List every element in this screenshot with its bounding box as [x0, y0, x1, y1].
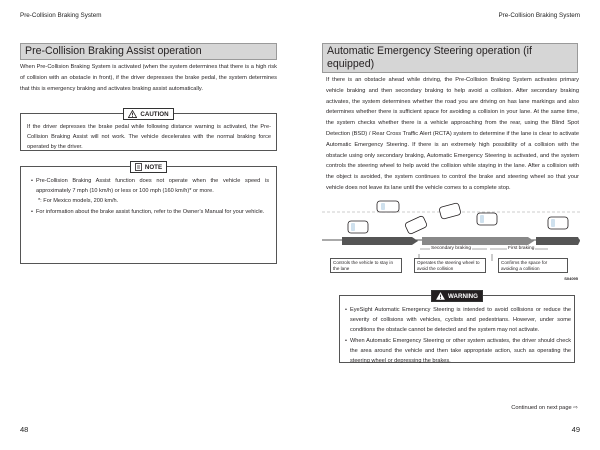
- road-illustration: [322, 197, 580, 289]
- continued-on-next-page: Continued on next page ⇨: [511, 405, 578, 411]
- caption-stay-in-lane: Controls the vehicle to stay in the lane: [330, 258, 402, 273]
- section-title: Automatic Emergency Steering operation (if equipped): [322, 43, 578, 73]
- page-number: 49: [571, 425, 580, 434]
- warning-item: • When Automatic Emergency Steering or other system activates, the driver should check the area around the vehicle and then take appropriate action, such as operating the steering wheel or depressing the brakes.: [345, 337, 571, 365]
- section-title: Pre-Collision Braking Assist operation: [20, 43, 277, 60]
- caption-steering: Operates the steering wheel to avoid the collision: [414, 258, 486, 273]
- warning-box: [339, 292, 575, 365]
- caution-text: If the driver depresses the brake pedal while following distance warning is activated, the Pre-Collision Braking Assist will not work. The vehicle decelerates with the normal braking force operated by the driver.: [27, 124, 271, 151]
- note-badge: [130, 161, 167, 173]
- warning-triangle-icon: [436, 292, 445, 300]
- warning-triangle-icon: [128, 110, 137, 118]
- caution-label: CAUTION: [140, 110, 169, 118]
- running-head: Pre-Collision Braking System: [498, 12, 580, 19]
- body-text: If there is an obstacle ahead while driving, the Pre-Collision Braking System activates primary vehicle braking and then secondary braking to help avoid a collision. After secondary braking activates, the system determines whether the road you are driving on has lane markings and also determines whether there is sufficient space for avoiding a collision in your lane. At the same time, the system checks whether there is a vehicle approaching from the rear, using the Blind Spot Detection (BSD) / Rear Cross Traffic Alert (RCTA) system to determine if the lane is clear to activate Automatic Emergency Steering. If there is an extremely high possibility of a collision with the obstacle using only secondary braking, Automatic Emergency Steering is activated, and the system controls the steering wheel to help avoid the collision while staying in the lane. After a collision with the object is avoided, the system continues to control the brake and steering wheel so that your vehicle does not leave its lane until the vehicle comes to a complete stop.: [326, 77, 579, 191]
- note-icon: [135, 163, 142, 171]
- secondary-braking-label: Secondary braking: [431, 246, 471, 251]
- note-label: NOTE: [144, 163, 163, 171]
- running-head: Pre-Collision Braking System: [20, 12, 102, 19]
- caption-confirm-space: Confirms the space for avoiding a collision: [498, 258, 568, 273]
- caution-badge: [123, 108, 173, 120]
- figure-code: S04095: [564, 276, 578, 281]
- caution-box: [20, 110, 277, 151]
- first-braking-label: First braking: [508, 246, 535, 251]
- note-box: [20, 163, 277, 264]
- body-text: When Pre-Collision Braking System is activated (when the system determines that there is a high risk of collision with an obstacle in front), if the driver depresses the brake pedal, the system determines that this is emergency braking and activates braking assist automatically.: [20, 64, 277, 92]
- note-item: • Pre-Collision Braking Assist function does not operate when the vehicle speed is approximately 7 mph (10 km/h) or less or 100 mph (160 km/h)* or more.: [31, 178, 269, 195]
- warning-item: • EyeSight Automatic Emergency Steering is intended to avoid collisions or reduce the severity of collisions with vehicles, cyclists and pedestrians. However, under some conditions the obstacle cannot be detected and the system may not activate.: [345, 307, 571, 334]
- warning-label: WARNING: [448, 292, 478, 300]
- steering-diagram: [322, 197, 580, 289]
- page-number: 48: [20, 425, 29, 434]
- note-item: • For information about the brake assist function, refer to the Owner’s Manual for your vehicle.: [31, 208, 265, 215]
- note-footnote: *: For Mexico models, 200 km/h.: [38, 198, 119, 205]
- warning-badge: [431, 290, 483, 302]
